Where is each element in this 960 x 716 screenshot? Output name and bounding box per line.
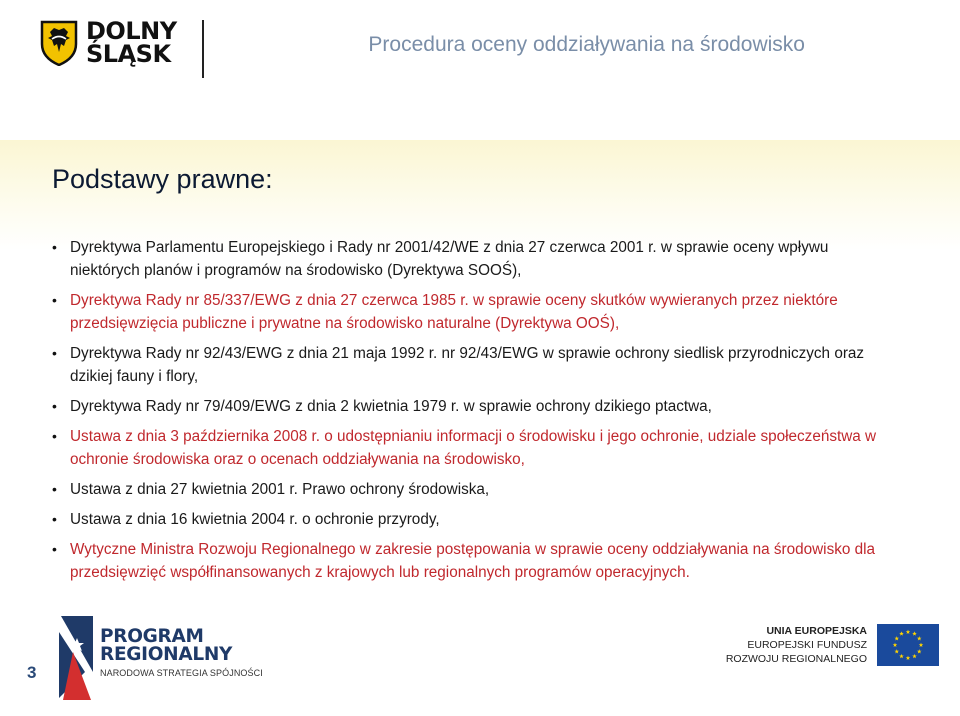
eu-line-1: UNIA EUROPEJSKA — [766, 625, 867, 637]
eu-line-3: ROZWOJU REGIONALNEGO — [725, 653, 867, 665]
logo-line-2: ŚLĄSK — [86, 40, 171, 68]
legal-item — [52, 425, 902, 471]
legal-item-text: Ustawa z dnia 27 kwietnia 2001 r. Prawo ochrony środowiska, — [70, 481, 490, 498]
legal-item-text: Wytyczne Ministra Rozwoju Regionalnego w zakresie postępowania w sprawie oceny oddziaływania na środowisko dla przedsięwzięć współfinansowanych z krajowych lub regionalnych programów operacyjnych. — [70, 541, 876, 581]
legal-item — [52, 508, 902, 531]
page-number: 3 — [27, 663, 37, 682]
eu-fund-text — [726, 624, 867, 666]
eu-fund-logo — [725, 624, 945, 674]
legal-item-text: Dyrektywa Rady nr 79/409/EWG z dnia 2 kwietnia 1979 r. w sprawie ochrony dzikiego ptactwa, — [70, 398, 712, 415]
eu-line-2: EUROPEJSKI FUNDUSZ — [747, 639, 867, 651]
logo-line-1: DOLNY — [86, 17, 177, 45]
dolny-slask-logo — [40, 17, 215, 72]
legal-item — [52, 395, 902, 418]
legal-item-text: Dyrektywa Rady nr 92/43/EWG z dnia 21 maja 1992 r. nr 92/43/EWG w sprawie ochrony siedlisk przyrodniczych oraz dzikiej fauny i flory, — [70, 345, 865, 385]
legal-item-text: Ustawa z dnia 3 października 2008 r. o udostępnianiu informacji o środowisku i jego ochronie, udziale społeczeństwa w ochronie środowiska oraz o ocenach oddziaływania na środowisko, — [70, 428, 877, 468]
legal-item — [52, 289, 902, 335]
slide-title: Podstawy prawne: — [52, 164, 273, 194]
legal-item — [52, 236, 902, 282]
header-divider — [202, 20, 204, 78]
program-regionalny-logo — [55, 612, 315, 707]
legal-item — [52, 342, 902, 388]
program-regionalny-emblem-icon — [55, 612, 97, 702]
legal-item — [52, 478, 902, 501]
legal-item-text: Ustawa z dnia 16 kwietnia 2004 r. o ochronie przyrody, — [70, 511, 440, 528]
program-line-1: PROGRAM — [100, 626, 204, 647]
header-title: Procedura oceny oddziaływania na środowisko — [368, 33, 805, 56]
legal-item-text: Dyrektywa Parlamentu Europejskiego i Rady nr 2001/42/WE z dnia 27 czerwca 2001 r. w sprawie oceny wpływu niektórych planów i programów na środowisko (Dyrektywa SOOŚ), — [70, 239, 829, 279]
slide-header — [0, 0, 960, 140]
legal-basis-list — [52, 236, 902, 591]
coat-of-arms-icon — [40, 20, 78, 66]
legal-item — [52, 538, 902, 584]
program-line-2: REGIONALNY — [100, 644, 233, 665]
legal-item-text: Dyrektywa Rady nr 85/337/EWG z dnia 27 czerwca 1985 r. w sprawie oceny skutków wywieranych przez niektóre przedsięwzięcia publiczne i prywatne na środowisko naturalne (Dyrektywa OOŚ), — [70, 292, 838, 332]
program-line-3: NARODOWA STRATEGIA SPÓJNOŚCI — [100, 668, 263, 678]
eu-flag-icon — [877, 624, 939, 666]
title-band — [0, 140, 960, 250]
